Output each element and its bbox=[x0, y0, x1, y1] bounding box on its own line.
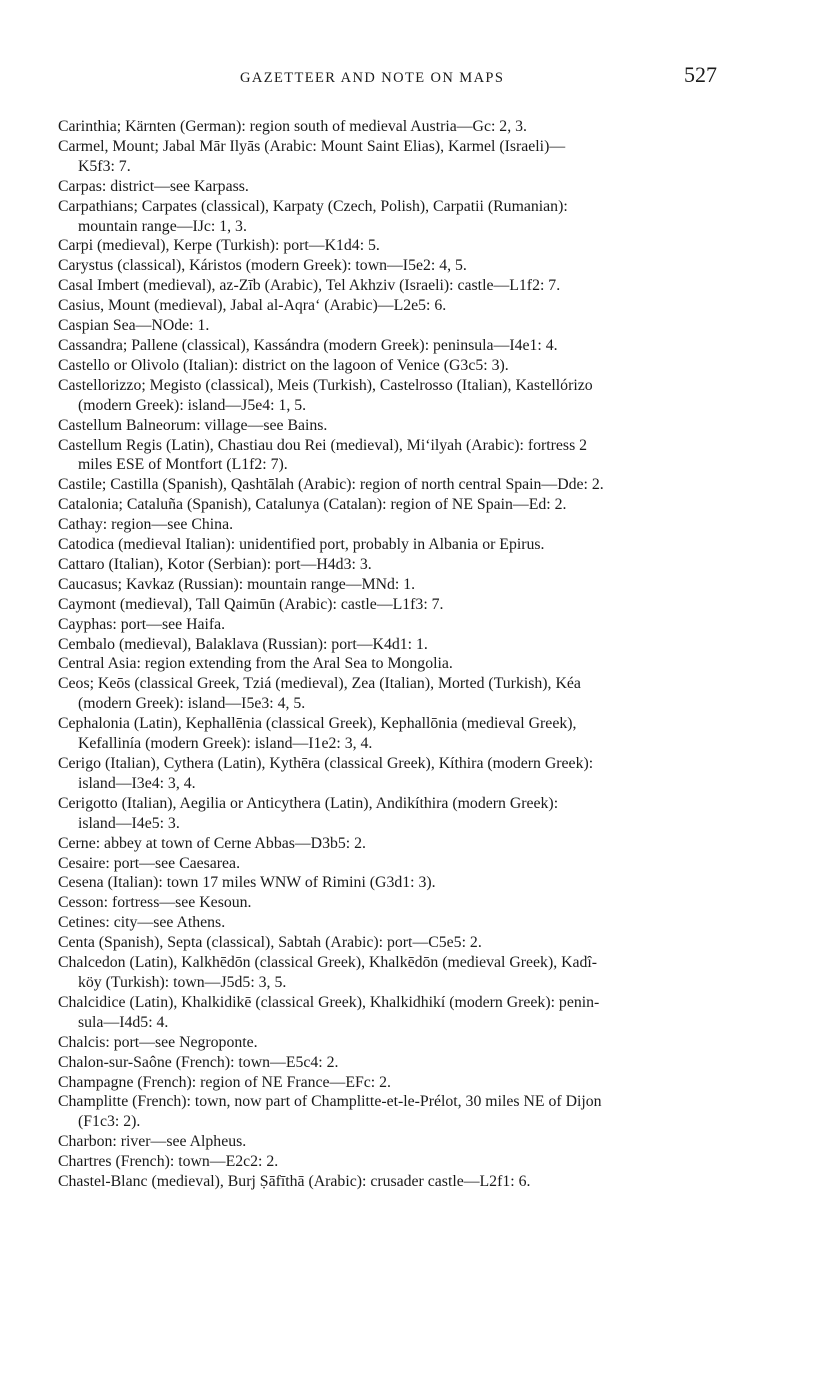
entry-line: Casal Imbert (medieval), az-Zīb (Arabic), Tel Akhziv (Israeli): castle—L1f2: 7. bbox=[58, 277, 561, 295]
gazetteer-entry bbox=[58, 416, 728, 436]
entry-line: Cesena (Italian): town 17 miles WNW of Rimini (G3d1: 3). bbox=[58, 874, 436, 892]
entry-line: Castile; Castilla (Spanish), Qashtālah (Arabic): region of north central Spain—Dde: 2. bbox=[58, 476, 604, 494]
entry-line: Cesson: fortress—see Kesoun. bbox=[58, 894, 252, 912]
entry-line: mountain range—IJc: 1, 3. bbox=[78, 217, 247, 235]
gazetteer-entry bbox=[58, 794, 728, 834]
gazetteer-entry bbox=[58, 197, 728, 237]
entry-line: Carpas: district—see Karpass. bbox=[58, 177, 249, 195]
gazetteer-entry bbox=[58, 1172, 728, 1192]
entry-line: Caymont (medieval), Tall Qaimūn (Arabic): castle—L1f3: 7. bbox=[58, 595, 444, 613]
entry-line: Cattaro (Italian), Kotor (Serbian): port—H4d3: 3. bbox=[58, 555, 372, 573]
entry-line: Carinthia; Kärnten (German): region south of medieval Austria—Gc: 2, 3. bbox=[58, 118, 527, 135]
entry-line: Champagne (French): region of NE France—EFc: 2. bbox=[58, 1073, 391, 1091]
entry-line: Carystus (classical), Káristos (modern Greek): town—I5e2: 4, 5. bbox=[58, 257, 467, 275]
gazetteer-entry bbox=[58, 1132, 728, 1152]
gazetteer-entry bbox=[58, 993, 728, 1033]
entry-line: Carpathians; Carpates (classical), Karpaty (Czech, Polish), Carpatii (Rumanian): bbox=[58, 197, 568, 215]
entry-line: (F1c3: 2). bbox=[78, 1113, 141, 1131]
gazetteer-entry bbox=[58, 316, 728, 336]
entry-line: Chalon-sur-Saône (French): town—E5c4: 2. bbox=[58, 1053, 339, 1071]
page-number: 527 bbox=[684, 62, 717, 87]
entry-line: Chalcis: port—see Negroponte. bbox=[58, 1033, 258, 1051]
gazetteer-entry bbox=[58, 276, 728, 296]
entry-line: Carpi (medieval), Kerpe (Turkish): port—K1d4: 5. bbox=[58, 237, 380, 255]
gazetteer-entry bbox=[58, 436, 728, 476]
entry-line: Cembalo (medieval), Balaklava (Russian): port—K4d1: 1. bbox=[58, 635, 428, 653]
entry-line: K5f3: 7. bbox=[78, 157, 131, 175]
entry-line: Caspian Sea—NOde: 1. bbox=[58, 317, 210, 335]
gazetteer-entry bbox=[58, 256, 728, 276]
entry-line: Castellum Balneorum: village—see Bains. bbox=[58, 416, 328, 434]
gazetteer-entry bbox=[58, 674, 728, 714]
entry-line: Cephalonia (Latin), Kephallēnia (classical Greek), Kephallōnia (medieval Greek), bbox=[58, 715, 577, 733]
gazetteer-entry bbox=[58, 356, 728, 376]
entry-line: Champlitte (French): town, now part of Champlitte-et-le-Prélot, 30 miles NE of Dijon bbox=[58, 1093, 602, 1111]
gazetteer-entry bbox=[58, 714, 728, 754]
gazetteer-entry bbox=[58, 953, 728, 993]
gazetteer-entry bbox=[58, 1053, 728, 1073]
gazetteer-entry bbox=[58, 933, 728, 953]
gazetteer-entry bbox=[58, 834, 728, 854]
entry-line: Castellorizzo; Megisto (classical), Meis (Turkish), Castelrosso (Italian), Kastellórizo bbox=[58, 376, 593, 394]
gazetteer-entry bbox=[58, 1033, 728, 1053]
gazetteer-entry bbox=[58, 893, 728, 913]
gazetteer-entries bbox=[58, 117, 728, 1192]
entry-line: Carmel, Mount; Jabal Mār Ilyās (Arabic: Mount Saint Elias), Karmel (Israeli)— bbox=[58, 137, 566, 155]
entry-line: island—I4e5: 3. bbox=[78, 814, 180, 832]
entry-line: Cetines: city—see Athens. bbox=[58, 914, 226, 932]
entry-line: Ceos; Keōs (classical Greek, Tziá (medieval), Zea (Italian), Morted (Turkish), Kéa bbox=[58, 675, 581, 693]
entry-line: Kefallinía (modern Greek): island—I1e2: 3, 4. bbox=[78, 735, 373, 753]
gazetteer-entry bbox=[58, 495, 728, 515]
entry-line: Chalcedon (Latin), Kalkhēdōn (classical Greek), Khalkēdōn (medieval Greek), Kadî- bbox=[58, 954, 598, 972]
entry-line: island—I3e4: 3, 4. bbox=[78, 774, 196, 792]
entry-line: Cathay: region—see China. bbox=[58, 516, 234, 534]
gazetteer-entry bbox=[58, 117, 728, 137]
gazetteer-entry bbox=[58, 1073, 728, 1093]
running-title: GAZETTEER AND NOTE ON MAPS bbox=[240, 70, 505, 86]
gazetteer-entry bbox=[58, 515, 728, 535]
entry-line: Cesaire: port—see Caesarea. bbox=[58, 854, 241, 872]
gazetteer-entry bbox=[58, 137, 728, 177]
gazetteer-entry bbox=[58, 296, 728, 316]
entry-line: Catalonia; Cataluña (Spanish), Catalunya (Catalan): region of NE Spain—Ed: 2. bbox=[58, 496, 567, 514]
gazetteer-entry bbox=[58, 535, 728, 555]
gazetteer-entry bbox=[58, 575, 728, 595]
gazetteer-entry bbox=[58, 615, 728, 635]
entry-line: Cerne: abbey at town of Cerne Abbas—D3b5: 2. bbox=[58, 834, 366, 852]
gazetteer-entry bbox=[58, 1152, 728, 1172]
entry-line: Castello or Olivolo (Italian): district on the lagoon of Venice (G3c5: 3). bbox=[58, 356, 509, 374]
entry-line: Charbon: river—see Alpheus. bbox=[58, 1133, 247, 1151]
entry-line: Centa (Spanish), Septa (classical), Sabtah (Arabic): port—C5e5: 2. bbox=[58, 934, 482, 952]
entry-line: Cerigo (Italian), Cythera (Latin), Kythēra (classical Greek), Kíthira (modern Greek): bbox=[58, 755, 594, 772]
entry-line: Chalcidice (Latin), Khalkidikē (classical Greek), Khalkidhikí (modern Greek): penin- bbox=[58, 993, 600, 1011]
gazetteer-entry bbox=[58, 555, 728, 575]
entry-line: (modern Greek): island—I5e3: 4, 5. bbox=[78, 695, 306, 713]
entry-line: Chastel-Blanc (medieval), Burj Ṣāfīthā (Arabic): crusader castle—L2f1: 6. bbox=[58, 1173, 531, 1191]
entry-line: Cassandra; Pallene (classical), Kassándra (modern Greek): peninsula—I4e1: 4. bbox=[58, 336, 558, 354]
entry-line: Castellum Regis (Latin), Chastiau dou Rei (medieval), Mi‘ilyah (Arabic): fortress 2 bbox=[58, 436, 588, 454]
gazetteer-entry bbox=[58, 913, 728, 933]
entry-line: Cerigotto (Italian), Aegilia or Anticythera (Latin), Andikíthira (modern Greek): bbox=[58, 794, 559, 812]
entry-line: Casius, Mount (medieval), Jabal al-Aqra‘ (Arabic)—L2e5: 6. bbox=[58, 297, 447, 315]
entry-line: Cayphas: port—see Haifa. bbox=[58, 615, 226, 633]
gazetteer-entry bbox=[58, 376, 728, 416]
gazetteer-entry bbox=[58, 754, 728, 794]
gazetteer-entry bbox=[58, 475, 728, 495]
running-head bbox=[0, 62, 820, 92]
gazetteer-entry bbox=[58, 177, 728, 197]
gazetteer-entry bbox=[58, 336, 728, 356]
entry-line: Caucasus; Kavkaz (Russian): mountain range—MNd: 1. bbox=[58, 575, 416, 593]
gazetteer-entry bbox=[58, 854, 728, 874]
gazetteer-entry bbox=[58, 595, 728, 615]
entry-line: köy (Turkish): town—J5d5: 3, 5. bbox=[78, 973, 287, 991]
entry-line: miles ESE of Montfort (L1f2: 7). bbox=[78, 456, 288, 474]
gazetteer-entry bbox=[58, 635, 728, 655]
gazetteer-entry bbox=[58, 236, 728, 256]
gazetteer-entry bbox=[58, 654, 728, 674]
entry-line: Chartres (French): town—E2c2: 2. bbox=[58, 1153, 279, 1171]
entry-line: (modern Greek): island—J5e4: 1, 5. bbox=[78, 396, 307, 414]
entry-line: sula—I4d5: 4. bbox=[78, 1013, 169, 1031]
gazetteer-entry bbox=[58, 1092, 728, 1132]
entry-line: Central Asia: region extending from the Aral Sea to Mongolia. bbox=[58, 655, 453, 673]
gazetteer-entry bbox=[58, 873, 728, 893]
entry-line: Catodica (medieval Italian): unidentified port, probably in Albania or Epirus. bbox=[58, 536, 545, 554]
